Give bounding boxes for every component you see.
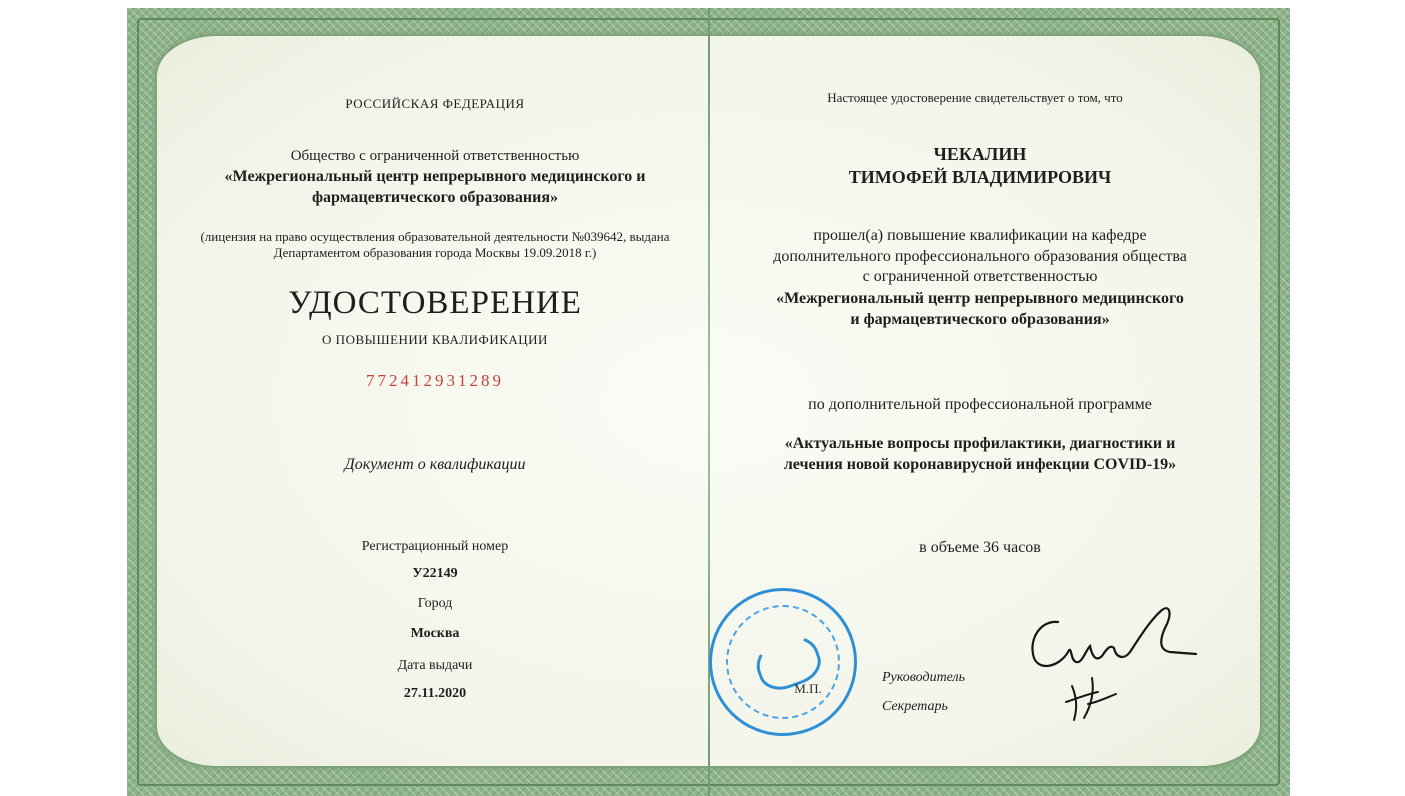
- intro-text: Настоящее удостоверение свидетельствует о том, что: [827, 90, 1123, 105]
- license-line2: Департаментом образования города Москвы 19.09.2018 г.): [273, 245, 597, 260]
- body-line2: дополнительного профессионального образования общества: [773, 248, 1187, 265]
- secretary-signature: [1058, 672, 1138, 728]
- country-label: РОССИЙСКАЯ ФЕДЕРАЦИЯ: [345, 96, 525, 111]
- issue-date-label: Дата выдачи: [397, 658, 473, 673]
- reg-number-value: У22149: [412, 566, 458, 581]
- reg-number-label: Регистрационный номер: [361, 539, 509, 554]
- document-type: Документ о квалификации: [344, 456, 526, 473]
- document-title: УДОСТОВЕРЕНИЕ: [288, 285, 582, 321]
- license-line1: (лицензия на право осуществления образовательной деятельности №039642, выдана: [200, 229, 670, 244]
- body-line5: и фармацевтического образования»: [850, 311, 1110, 328]
- program-intro: по дополнительной профессиональной программе: [808, 396, 1152, 413]
- program-title-line2: лечения новой коронавирусной инфекции COVID-19»: [783, 456, 1177, 473]
- secretary-label: Секретарь: [882, 699, 948, 714]
- program-title-line1: «Актуальные вопросы профилактики, диагностики и: [784, 435, 1176, 452]
- city-value: Москва: [410, 626, 460, 641]
- official-stamp: [709, 588, 857, 736]
- serial-number: 772412931289: [366, 371, 504, 390]
- org-name-line1: «Межрегиональный центр непрерывного медицинского и: [224, 168, 646, 185]
- hours-text: в объеме 36 часов: [919, 539, 1041, 556]
- director-label: Руководитель: [882, 670, 966, 685]
- org-prefix: Общество с ограниченной ответственностью: [290, 148, 580, 164]
- stamp-mp-label: М.П.: [794, 681, 822, 696]
- director-signature: [1020, 600, 1200, 680]
- city-label: Город: [417, 596, 453, 611]
- page-fold: [708, 8, 710, 796]
- body-line4: «Межрегиональный центр непрерывного медицинского: [776, 290, 1184, 307]
- document-subtitle: О ПОВЫШЕНИИ КВАЛИФИКАЦИИ: [322, 332, 548, 347]
- holder-name: ТИМОФЕЙ ВЛАДИМИРОВИЧ: [848, 167, 1112, 187]
- org-name-line2: фармацевтического образования»: [311, 189, 559, 206]
- body-line1: прошел(а) повышение квалификации на кафедре: [813, 227, 1147, 244]
- issue-date-value: 27.11.2020: [403, 686, 467, 701]
- body-line3: с ограниченной ответственностью: [862, 268, 1098, 285]
- holder-surname: ЧЕКАЛИН: [933, 144, 1027, 164]
